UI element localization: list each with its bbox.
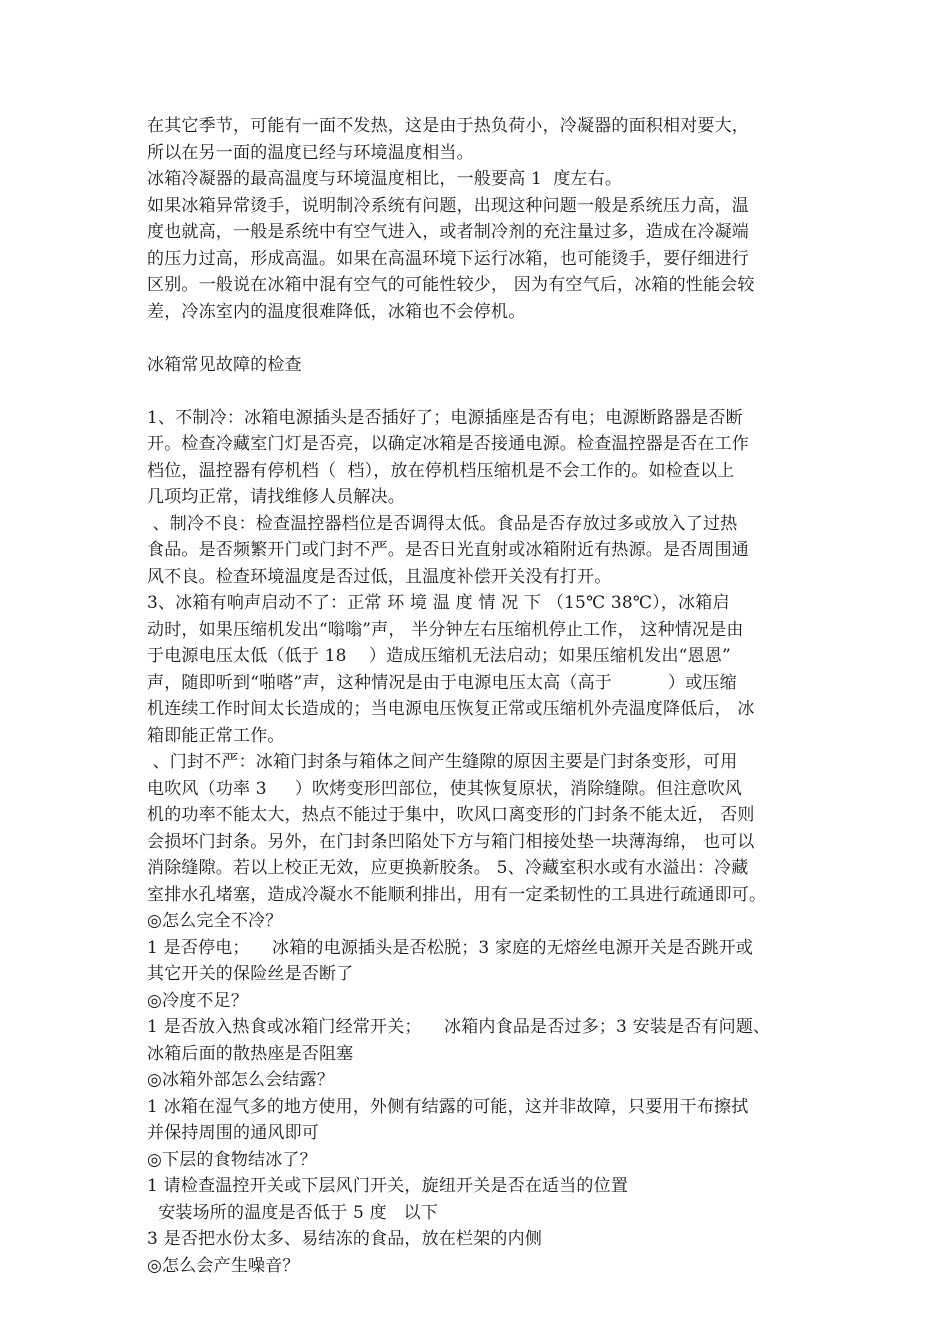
blank-line (147, 378, 827, 405)
document-body (147, 113, 827, 1279)
text-line: 1 冰箱在湿气多的地方使用，外侧有结露的可能，这并非故障，只要用干布擦拭 (147, 1096, 749, 1117)
text-line: 如果冰箱异常烫手，说明制冷系统有问题，出现这种问题一般是系统压力高，温 (147, 195, 749, 216)
text-line: 安装场所的温度是否低于 5 度 以下 (147, 1202, 439, 1223)
text-line: 几项均正常，请找维修人员解决。 (147, 487, 405, 507)
text-line: 开。检查冷藏室门灯是否亮，以确定冰箱是否接通电源。检查温控器是否在工作 (147, 434, 749, 454)
text-line: 消除缝隙。若以上校正无效，应更换新胶条。 5、冷藏室积水或有水溢出：冷藏 (147, 858, 749, 878)
text-line: 1 请检查温控开关或下层风门开关，旋纽开关是否在适当的位置 (147, 1176, 629, 1196)
text-line: 声，随即听到“啪嗒”声，这种情况是由于电源电压太高（高于 ）或压缩 (147, 672, 737, 693)
text-line: 机连续工作时间太长造成的；当电源电压恢复正常或压缩机外壳温度降低后， 冰 (147, 699, 755, 719)
text-line: 风不良。检查环境温度是否过低，且温度补偿开关没有打开。 (147, 566, 612, 587)
blank-line (147, 325, 827, 352)
text-line: 、门封不严：冰箱门封条与箱体之间产生缝隙的原因主要是门封条变形，可用 (147, 752, 738, 772)
text-line: 会损坏门封条。另外，在门封条凹陷处下方与箱门相接处垫一块薄海绵， 也可以 (147, 831, 755, 852)
text-line: 区别。一般说在冰箱中混有空气的可能性较少， 因为有空气后，冰箱的性能会较 (147, 275, 755, 295)
text-line: 1、不制冷：冰箱电源插头是否插好了；电源插座是否有电；电源断路器是否断 (147, 407, 743, 428)
text-line: 于电源电压太低（低于 18 ）造成压缩机无法启动；如果压缩机发出“恩恩” (147, 646, 731, 666)
text-line: 度也就高，一般是系统中有空气进入，或者制冷剂的充注量过多，造成在冷凝端 (147, 222, 749, 242)
text-line: 差，冷冻室内的温度很难降低，冰箱也不会停机。 (147, 301, 526, 322)
text-line: 3 是否把水份太多、易结冻的食品，放在栏架的内侧 (147, 1229, 543, 1249)
text-line: 冰箱冷凝器的最高温度与环境温度相比，一般要高 1 度左右。 (147, 169, 623, 189)
text-line: 在其它季节，可能有一面不发热，这是由于热负荷小，冷凝器的面积相对要大， (147, 116, 749, 136)
text-line: 档位，温控器有停机档（ 档），放在停机档压缩机是不会工作的。如检查以上 (147, 460, 735, 481)
text-line: 的压力过高，形成高温。如果在高温环境下运行冰箱，也可能烫手，要仔细进行 (147, 248, 749, 269)
text-line: 食品。是否频繁开门或门封不严。是否日光直射或冰箱附近有热源。是否周围通 (147, 540, 749, 560)
text-line: 并保持周围的通风即可 (147, 1123, 319, 1143)
text-line: ◎下层的食物结冰了？ (147, 1149, 317, 1170)
text-line: 冰箱常见故障的检查 (147, 354, 302, 375)
text-line: 电吹风（功率 3 ）吹烤变形凹部位，使其恢复原状，消除缝隙。但注意吹风 (147, 778, 743, 799)
text-line: 动时，如果压缩机发出“嗡嗡”声， 半分钟左右压缩机停止工作， 这种情况是由 (147, 619, 744, 640)
text-line: 1 是否停电； 冰箱的电源插头是否松脱；3 家庭的无熔丝电源开关是否跳开或 (147, 937, 754, 958)
text-line: ◎冷度不足？ (147, 990, 249, 1011)
text-line: 冰箱后面的散热座是否阻塞 (147, 1043, 354, 1064)
text-line: 机的功率不能太大，热点不能过于集中，吹风口离变形的门封条不能太近， 否则 (147, 805, 755, 825)
text-line: 、制冷不良：检查温控器档位是否调得太低。食品是否存放过多或放入了过热 (147, 513, 738, 534)
text-line: 1 是否放入热食或冰箱门经常开关； 冰箱内食品是否过多；3 安装是否有问题、 (147, 1017, 771, 1037)
text-line: ◎怎么会产生噪音？ (147, 1255, 300, 1276)
text-line: ◎冰箱外部怎么会结露？ (147, 1070, 335, 1090)
text-line: 箱即能正常工作。 (147, 725, 285, 746)
text-line: 所以在另一面的温度已经与环境温度相当。 (147, 142, 474, 163)
text-line: 3、冰箱有响声启动不了：正常 环 境 温 度 情 况 下 （15℃ 38℃），冰箱启 (147, 593, 730, 613)
text-line: ◎怎么完全不冷？ (147, 911, 283, 931)
text-line: 其它开关的保险丝是否断了 (147, 964, 354, 984)
text-line: 室排水孔堵塞，造成冷凝水不能顺利排出，用有一定柔韧性的工具进行疏通即可。 (147, 884, 767, 905)
